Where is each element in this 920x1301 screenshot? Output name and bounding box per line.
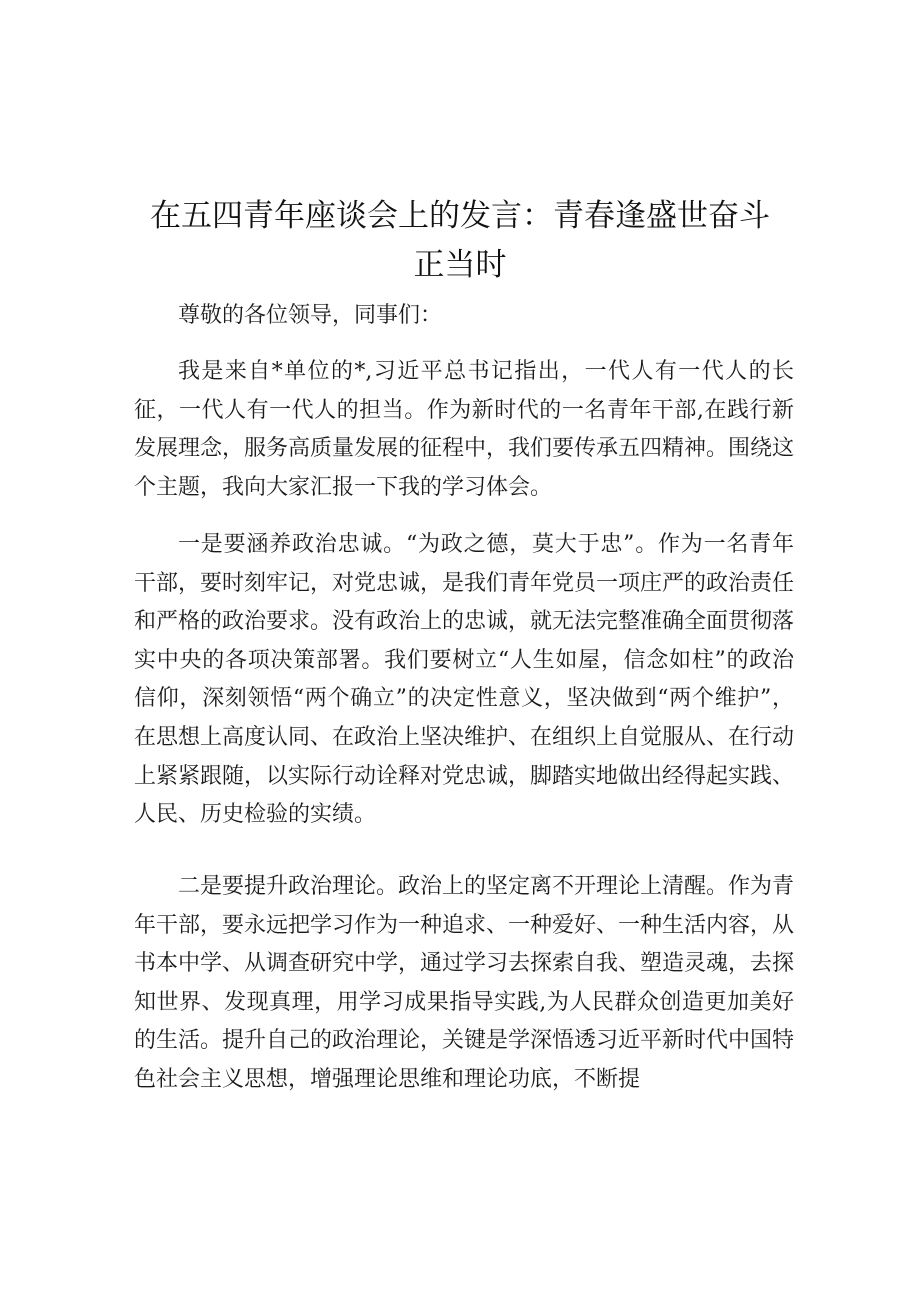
paragraph-text: 二是要提升政治理论。政治上的坚定离不开理论上清醒。作为青年干部，要永远把学习作为一种追求、一种爱好、一种生活内容，从书本中学、从调查研究中学，通过学习去探索自我、塑造灵魂，去探知世界、发现真理，用学习成果指导实践,为人民群众创造更加美好的生活。提升自己的政治理论，关键是学深悟透习近平新时代中国特色社会主义思想，增强理论思维和理论功底，不断提 xyxy=(134,874,795,1092)
body-paragraph-point-two xyxy=(134,868,794,1100)
salutation-text: 尊敬的各位领导，同事们： xyxy=(178,303,443,328)
document-title-line2: 正当时 xyxy=(413,247,507,283)
salutation-paragraph xyxy=(134,297,794,336)
body-paragraph-intro xyxy=(134,353,794,507)
paragraph-text: 一是要涵养政治忠诚。“为政之德，莫大于忠”。作为一名青年干部，要时刻牢记，对党忠诚，是我们青年党员一项庄严的政治责任和严格的政治要求。没有政治上的忠诚，就无法完整准确全面贯彻落实中央的各项决策部署。我们要树立“人生如屋，信念如柱”的政治信仰，深刻领悟“两个确立”的决定性意义，坚决做到“两个维护”，在思想上高度认同、在政治上坚决维护、在组织上自觉服从、在行动上紧紧跟随，以实际行动诠释对党忠诚，脚踏实地做出经得起实践、人民、历史检验的实绩。 xyxy=(134,532,795,828)
document-title-line1: 在五四青年座谈会上的发言：青春逢盛世奋斗 xyxy=(150,198,770,234)
paragraph-text: 我是来自*单位的*,习近平总书记指出，一代人有一代人的长征，一代人有一代人的担当。作为新时代的一名青年干部,在践行新发展理念，服务高质量发展的征程中，我们要传承五四精神。围绕这个主题，我向大家汇报一下我的学习体会。 xyxy=(134,359,795,500)
body-paragraph-point-one xyxy=(134,526,794,835)
